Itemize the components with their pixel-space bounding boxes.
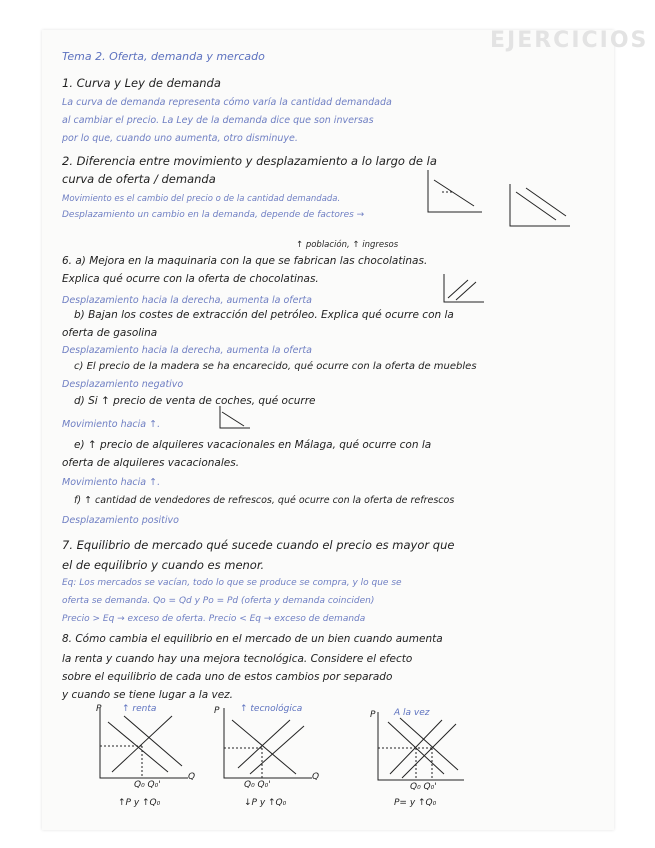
s6e-q-2: oferta de alquileres vacacionales. <box>62 457 240 469</box>
s8-heading-3: sobre el equilibrio de cada uno de estos cambios por separado <box>62 671 393 683</box>
s8-heading-1: 8. Cómo cambia el equilibrio en el mercado de un bien cuando aumenta <box>62 633 443 645</box>
graph-3-result: P= y ↑Q₀ <box>394 798 437 808</box>
graph-1-axis-q: Q <box>188 772 196 782</box>
s1-line-1: La curva de demanda representa cómo varía la cantidad demandada <box>62 97 392 108</box>
graph-2-q-marks: Q₀ Q₀' <box>244 780 271 790</box>
s1-line-2: al cambiar el precio. La Ley de la demanda dice que son inversas <box>62 115 374 126</box>
s2-line-1: Movimiento es el cambio del precio o de la cantidad demandada. <box>62 194 341 204</box>
s6a-diagram <box>440 272 490 308</box>
s7-line-2: oferta se demanda. Qo = Qd y Po = Pd (oferta y demanda coinciden) <box>62 596 375 606</box>
page-title: Tema 2. Oferta, demanda y mercado <box>62 50 265 63</box>
graph-3-q-marks: Q₀ Q₀' <box>410 782 437 792</box>
s7-heading-1: 7. Equilibrio de mercado qué sucede cuando el precio es mayor que <box>62 538 455 552</box>
s2-factors: ↑ población, ↑ ingresos <box>296 240 399 250</box>
graph-3-axis-p: P <box>370 710 376 720</box>
s6d-diagram <box>216 404 256 434</box>
s8-heading-2: la renta y cuando hay una mejora tecnológica. Considere el efecto <box>62 653 413 665</box>
s6c-q: c) El precio de la madera se ha encarecido, qué ocurre con la oferta de muebles <box>74 361 477 372</box>
s6d-answer: Movimiento hacia ↑. <box>62 419 161 430</box>
s6e-q-1: e) ↑ precio de alquileres vacacionales en Málaga, qué ocurre con la <box>74 439 432 451</box>
graph-1-q-marks: Q₀ Q₀' <box>134 780 161 790</box>
s7-heading-2: el de equilibrio y cuando es menor. <box>62 558 265 572</box>
watermark: EJERCICIOS <box>490 28 649 53</box>
s6a-answer: Desplazamiento hacia la derecha, aumenta la oferta <box>62 295 312 306</box>
graph-1-label: ↑ renta <box>122 704 157 714</box>
s6-heading-1: 6. a) Mejora en la maquinaria con la que se fabrican las chocolatinas. <box>62 255 428 267</box>
graph-2-result: ↓P y ↑Q₀ <box>244 798 287 808</box>
s6-heading-2: Explica qué ocurre con la oferta de chocolatinas. <box>62 273 319 285</box>
graph-2-axis-p: P <box>214 706 220 716</box>
s6b-q-2: oferta de gasolina <box>62 327 158 339</box>
s6b-q-1: b) Bajan los costes de extracción del petróleo. Explica qué ocurre con la <box>74 309 454 321</box>
graph-2-label: ↑ tecnológica <box>240 704 303 714</box>
s6f-answer: Desplazamiento positivo <box>62 515 179 526</box>
s2-shift-diagram <box>420 166 580 236</box>
s2-line-2: Desplazamiento un cambio en la demanda, depende de factores → <box>62 210 365 220</box>
s1-line-3: por lo que, cuando uno aumenta, otro disminuye. <box>62 133 298 144</box>
s6d-q: d) Si ↑ precio de venta de coches, qué ocurre <box>74 395 316 407</box>
graph-1-result: ↑P y ↑Q₀ <box>118 798 161 808</box>
s6c-answer: Desplazamiento negativo <box>62 379 184 390</box>
graph-3-label: A la vez <box>394 708 430 718</box>
s6e-answer: Movimiento hacia ↑. <box>62 477 161 488</box>
s8-heading-4: y cuando se tiene lugar a la vez. <box>62 689 234 701</box>
s2-heading-1: 2. Diferencia entre movimiento y desplazamiento a lo largo de la <box>62 154 437 168</box>
s7-line-1: Eq: Los mercados se vacían, todo lo que se produce se compra, y lo que se <box>62 578 402 588</box>
s2-heading-2: curva de oferta / demanda <box>62 172 216 186</box>
s1-heading: 1. Curva y Ley de demanda <box>62 76 221 90</box>
graph-2-axis-q: Q <box>312 772 320 782</box>
s6b-answer: Desplazamiento hacia la derecha, aumenta la oferta <box>62 345 312 356</box>
s7-line-3: Precio > Eq → exceso de oferta. Precio < Eq → exceso de demanda <box>62 614 366 624</box>
s6f-q: f) ↑ cantidad de vendedores de refrescos, qué ocurre con la oferta de refrescos <box>74 495 455 506</box>
graph-1-axis-p: P <box>96 704 102 714</box>
